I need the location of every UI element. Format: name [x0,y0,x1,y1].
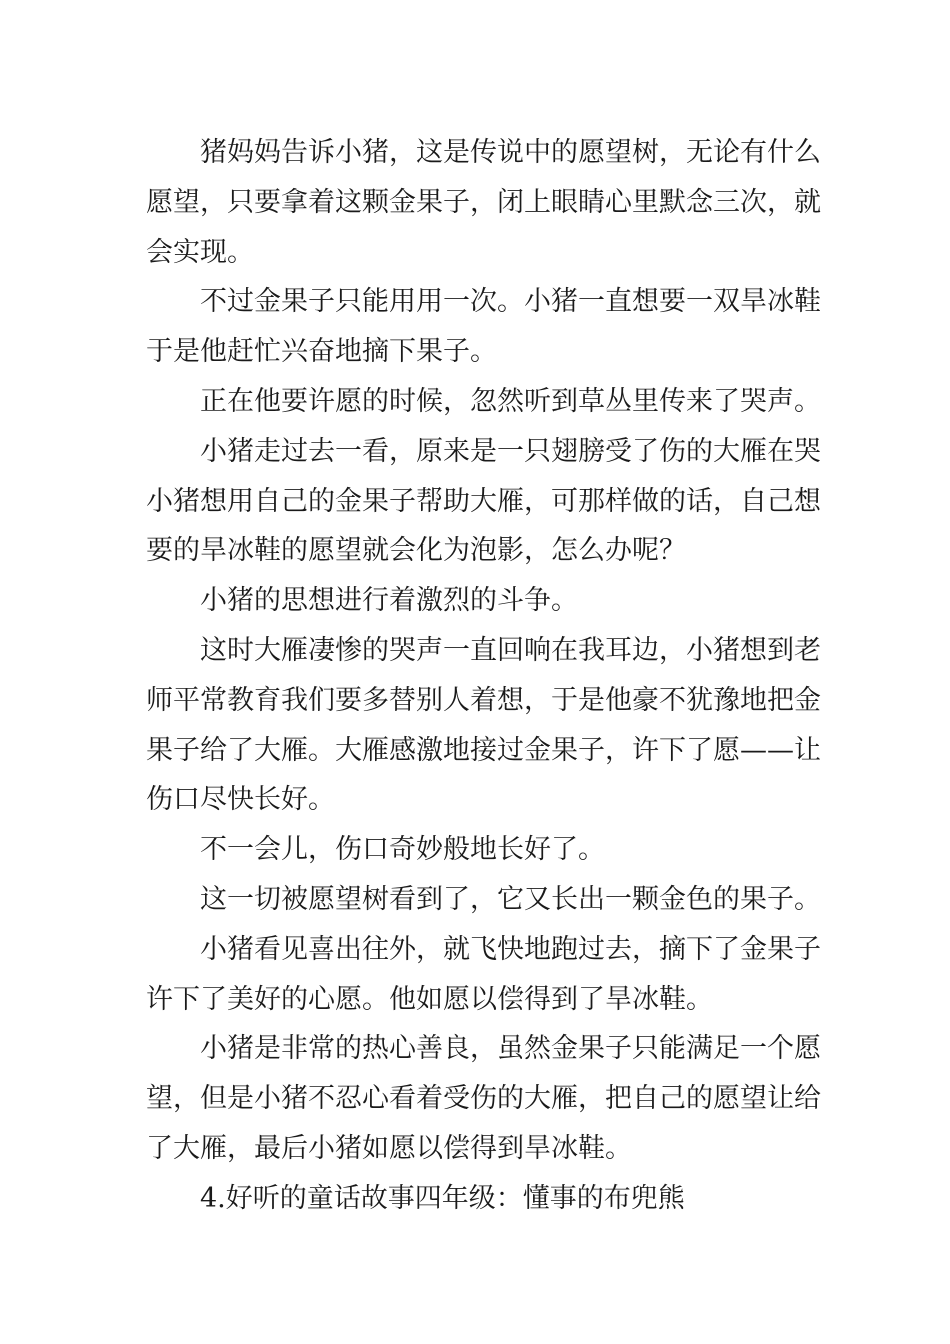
paragraph [146,427,821,576]
paragraph [146,875,821,925]
text-line: 许下了美好的心愿。他如愿以偿得到了旱冰鞋。 [146,983,713,1015]
document-body [146,128,821,1224]
text-line: 小猪想用自己的金果子帮助大雁，可那样做的话，自己想 [146,485,821,517]
text-line: 4.好听的童话故事四年级：懂事的布兜熊 [200,1182,685,1214]
text-line: 这时大雁凄惨的哭声一直回响在我耳边，小猪想到老 [200,634,821,666]
paragraph [146,277,821,377]
text-line: 望，但是小猪不忍心看着受伤的大雁，把自己的愿望让给 [146,1083,821,1115]
text-line: 要的旱冰鞋的愿望就会化为泡影，怎么办呢？ [146,535,686,567]
text-line: 了大雁，最后小猪如愿以偿得到旱冰鞋。 [146,1132,632,1164]
paragraph [146,1174,808,1224]
paragraph [146,377,821,427]
text-line: 猪妈妈告诉小猪，这是传说中的愿望树，无论有什么 [200,137,821,168]
paragraph [146,1024,821,1173]
text-line: 果子给了大雁。大雁感激地接过金果子，许下了愿——让 [146,734,821,766]
text-line: 这一切被愿望树看到了，它又长出一颗金色的果子。 [200,883,821,915]
text-line: 会实现。 [146,236,254,268]
text-line: 伤口尽快长好。 [146,784,335,816]
paragraph [146,825,808,875]
text-line: 师平常教育我们要多替别人着想，于是他豪不犹豫地把金 [146,684,821,716]
text-line: 小猪看见喜出往外，就飞快地跑过去，摘下了金果子 [200,933,821,965]
paragraph [146,626,821,825]
text-line: 愿望，只要拿着这颗金果子，闭上眼睛心里默念三次，就 [146,186,821,218]
text-line: 小猪是非常的热心善良，虽然金果子只能满足一个愿 [200,1033,821,1065]
text-line: 不过金果子只能用用一次。小猪一直想要一双旱冰鞋 [200,286,821,318]
text-line: 正在他要许愿的时候，忽然听到草丛里传来了哭声。 [200,385,821,417]
paragraph [146,925,821,1025]
text-line: 小猪走过去一看，原来是一只翅膀受了伤的大雁在哭 [200,435,821,467]
text-line: 不一会儿，伤口奇妙般地长好了。 [200,834,605,866]
paragraph [146,576,808,626]
text-line: 小猪的思想进行着激烈的斗争。 [200,585,578,617]
paragraph [146,128,821,277]
text-line: 于是他赶忙兴奋地摘下果子。 [146,336,497,368]
